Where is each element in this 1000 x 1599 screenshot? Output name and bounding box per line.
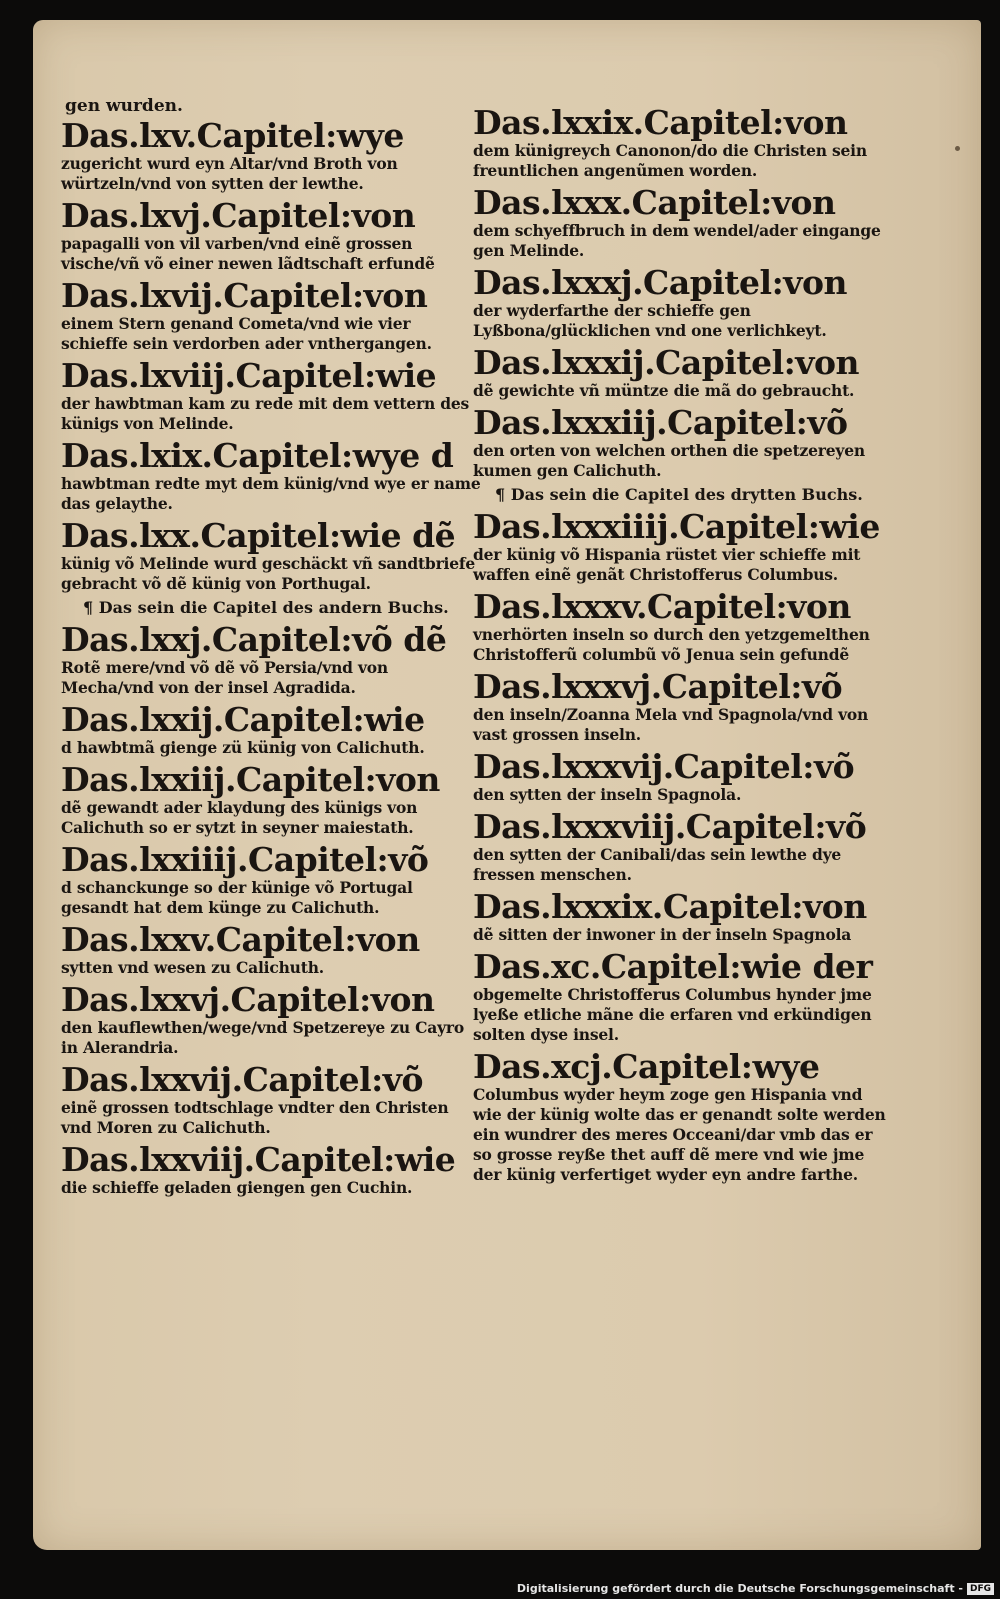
chapter-heading: Das.lxxvj.Capitel:von [61, 980, 435, 1019]
chapter-description: den orten von welchen orthen die spetzereyen kumen gen Calichuth. [473, 441, 865, 480]
chapter-description: einẽ grossen todtschlage vndter den Christen vnd Moren zu Calichuth. [61, 1098, 449, 1137]
section-heading: ¶ Das sein die Capitel des drytten Buchs. [495, 485, 863, 504]
chapter-description: künig võ Melinde wurd geschäckt vñ sandtbriefe gebracht võ dẽ künig von Porthugal. [61, 554, 476, 593]
chapter-heading: Das.lxxxiij.Capitel:võ [473, 403, 848, 442]
chapter-heading: Das.lxix.Capitel:wye d [61, 436, 454, 475]
chapter-heading: Das.lxxiij.Capitel:von [61, 760, 440, 799]
chapter-description: dẽ gewandt ader klaydung des künigs von Calichuth so er sytzt in seyner maiestath. [61, 798, 418, 837]
chapter-heading: Das.lxxx.Capitel:von [473, 183, 836, 222]
chapter-entry [61, 1062, 481, 1138]
chapter-heading: Das.lxxxv.Capitel:von [473, 587, 851, 626]
chapter-heading: Das.xc.Capitel:wie der [473, 947, 873, 986]
chapter-entry [473, 949, 893, 1045]
section-heading: ¶ Das sein die Capitel des andern Buchs. [83, 598, 449, 617]
chapter-heading: Das.lxxix.Capitel:von [473, 103, 848, 142]
left-entries [61, 118, 481, 1198]
chapter-description: papagalli von vil varben/vnd einẽ grossen vische/vñ võ einer newen lãdtschaft erfundẽ [61, 234, 435, 273]
chapter-description: zugericht wurd eyn Altar/vnd Broth von würtzeln/vnd von sytten der lewthe. [61, 154, 398, 193]
chapter-description: der wyderfarthe der schieffe gen Lyßbona/glücklichen vnd one verlichkeyt. [473, 301, 827, 340]
chapter-heading: Das.lxv.Capitel:wye [61, 116, 404, 155]
chapter-entry [473, 749, 893, 805]
footer-credit: Digitalisierung gefördert durch die Deutsche Forschungsgemeinschaft - [516, 1582, 963, 1595]
chapter-entry [61, 518, 481, 594]
chapter-description: den sytten der inseln Spagnola. [473, 785, 742, 804]
footer [517, 1582, 994, 1595]
chapter-heading: Das.lxxvij.Capitel:võ [61, 1060, 423, 1099]
book-page [33, 20, 981, 1550]
chapter-heading: Das.lxvj.Capitel:von [61, 196, 416, 235]
chapter-heading: Das.lxxiiij.Capitel:võ [61, 840, 429, 879]
chapter-heading: Das.lxxxviij.Capitel:võ [473, 807, 867, 846]
chapter-description: den inseln/Zoanna Mela vnd Spagnola/vnd von vast grossen inseln. [473, 705, 869, 744]
chapter-entry [61, 358, 481, 434]
chapter-description: dem künigreych Canonon/do die Christen sein freuntlichen angenũmen worden. [473, 141, 867, 180]
chapter-description: der hawbtman kam zu rede mit dem vettern des künigs von Melinde. [61, 394, 470, 433]
chapter-description: sytten vnd wesen zu Calichuth. [61, 958, 324, 977]
chapter-entry [473, 669, 893, 745]
chapter-description: den kauflewthen/wege/vnd Spetzereye zu Cayro in Alerandria. [61, 1018, 465, 1057]
chapter-description: d hawbtmã gienge zü künig von Calichuth. [61, 738, 425, 757]
chapter-entry [473, 265, 893, 341]
chapter-heading: Das.lxxv.Capitel:von [61, 920, 420, 959]
chapter-description: dem schyeffbruch in dem wendel/ader eingange gen Melinde. [473, 221, 881, 260]
chapter-heading: Das.lxxxiiij.Capitel:wie [473, 507, 880, 546]
chapter-heading: Das.lxxxvij.Capitel:võ [473, 747, 855, 786]
chapter-entry [473, 809, 893, 885]
chapter-entry [473, 345, 893, 401]
margin-mark [955, 146, 960, 151]
chapter-heading: Das.xcj.Capitel:wye [473, 1047, 820, 1086]
chapter-description: obgemelte Christofferus Columbus hynder jme lyeße etliche mãne die erfaren vnd erkündigen solten dyse insel. [473, 985, 872, 1044]
chapter-entry [61, 762, 481, 838]
chapter-entry [61, 842, 481, 918]
chapter-entry [61, 278, 481, 354]
chapter-description: Rotẽ mere/vnd võ dẽ võ Persia/vnd von Mecha/vnd von der insel Agradida. [61, 658, 388, 697]
chapter-heading: Das.lxxxj.Capitel:von [473, 263, 847, 302]
chapter-heading: Das.lxviij.Capitel:wie [61, 356, 437, 395]
chapter-entry [473, 105, 893, 181]
chapter-description: hawbtman redte myt dem künig/vnd wye er name das gelaythe. [61, 474, 481, 513]
left-column [61, 96, 481, 1202]
chapter-description: dẽ gewichte vñ müntze die mã do gebraucht. [473, 381, 855, 400]
chapter-entry [473, 509, 893, 585]
chapter-entry [473, 405, 893, 481]
chapter-heading: Das.lxxviij.Capitel:wie [61, 1140, 456, 1179]
chapter-entry [61, 922, 481, 978]
chapter-heading: Das.lxvij.Capitel:von [61, 276, 428, 315]
chapter-entry [61, 438, 481, 514]
continuation-text: gen wurden. [65, 96, 183, 116]
chapter-heading: Das.lxxj.Capitel:võ dẽ [61, 620, 447, 659]
chapter-heading: Das.lxxxix.Capitel:von [473, 887, 867, 926]
chapter-entry [61, 982, 481, 1058]
chapter-entry [61, 118, 481, 194]
chapter-entry [473, 589, 893, 665]
chapter-description: Columbus wyder heym zoge gen Hispania vnd wie der künig wolte das er genandt solte werden ein wundrer des meres Occeani/dar vmb das er so grosse reyße thet auff dẽ mere vnd wie jme der künig verfertiget wyder eyn andre farthe. [473, 1085, 886, 1184]
chapter-entry [473, 1049, 893, 1185]
chapter-entry [61, 1142, 481, 1198]
chapter-heading: Das.lxx.Capitel:wie dẽ [61, 516, 456, 555]
chapter-heading: Das.lxxxij.Capitel:von [473, 343, 859, 382]
chapter-entry [473, 185, 893, 261]
chapter-entry [61, 198, 481, 274]
chapter-description: vnerhörten inseln so durch den yetzgemelthen Christofferũ columbũ võ Jenua sein gefundẽ [473, 625, 870, 664]
chapter-description: die schieffe geladen giengen gen Cuchin. [61, 1178, 413, 1197]
chapter-description: der künig võ Hispania rüstet vier schieffe mit waffen einẽ genãt Christofferus Columbus. [473, 545, 861, 584]
right-entries [473, 105, 893, 1185]
chapter-entry [61, 622, 481, 698]
chapter-description: dẽ sitten der inwoner in der inseln Spagnola [473, 925, 852, 944]
chapter-description: den sytten der Canibali/das sein lewthe dye fressen menschen. [473, 845, 842, 884]
chapter-entry [61, 702, 481, 758]
chapter-description: d schanckunge so der künige võ Portugal gesandt hat dem künge zu Calichuth. [61, 878, 413, 917]
chapter-heading: Das.lxxij.Capitel:wie [61, 700, 425, 739]
chapter-entry [473, 889, 893, 945]
dfg-logo: DFG [967, 1583, 994, 1595]
chapter-description: einem Stern genand Cometa/vnd wie vier schieffe sein verdorben ader vnthergangen. [61, 314, 432, 353]
right-column [473, 103, 893, 1189]
chapter-heading: Das.lxxxvj.Capitel:võ [473, 667, 843, 706]
